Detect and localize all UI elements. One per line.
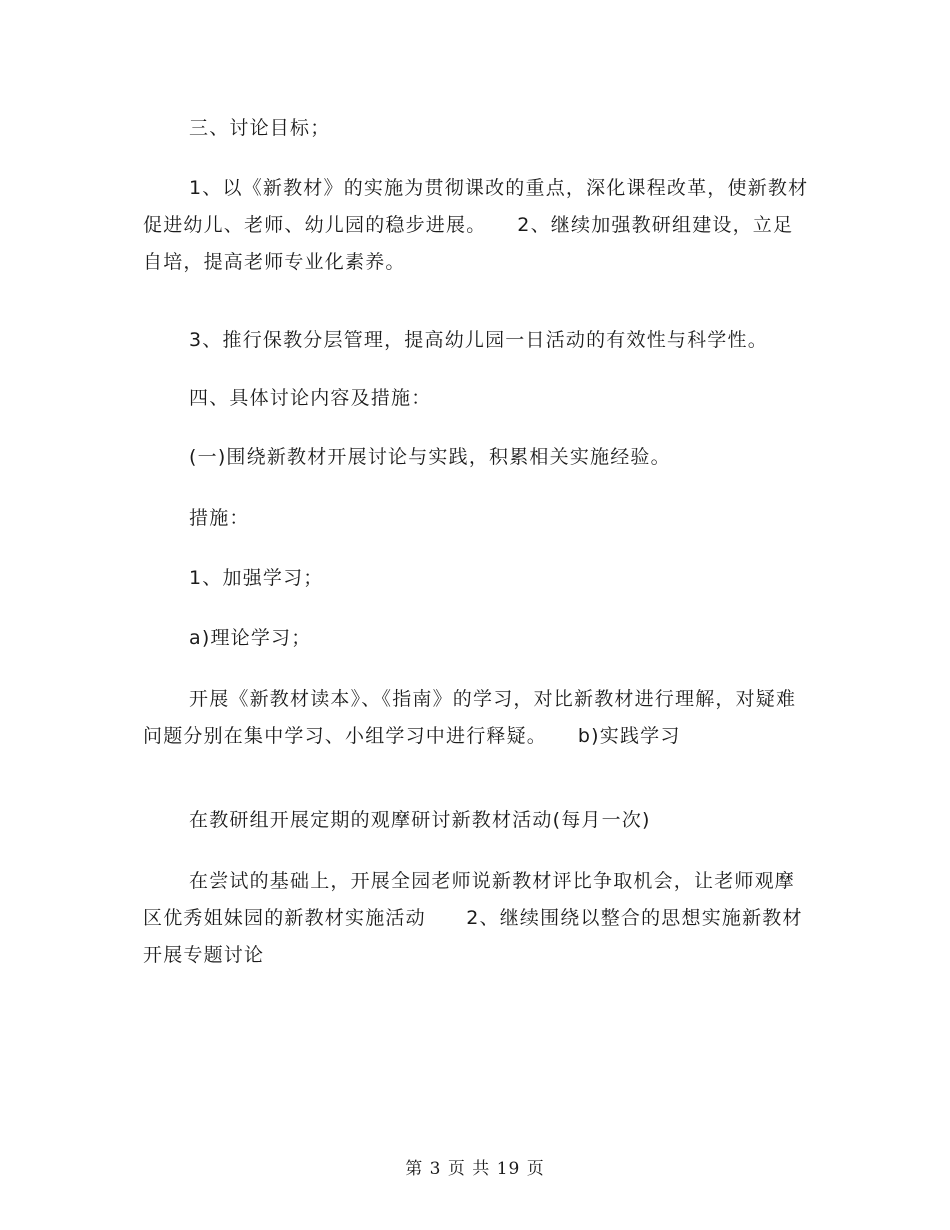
page-number-footer: 第 3 页 共 19 页 xyxy=(405,1159,545,1179)
goals-text: 1、以《新教材》的实施为贯彻课改的重点，深化课程改革，使新教材促进幼儿、老师、幼儿园的稳步进展。 2、继续加强教研组建设，立足自培，提高老师专业化素养。 xyxy=(143,177,809,273)
theory-paragraph xyxy=(143,681,809,755)
step-1-label: 1、加强学习； xyxy=(189,567,324,589)
practice-paragraph: 在教研组开展定期的观摩研讨新教材活动(每月一次) xyxy=(189,809,651,831)
step-a-label: a)理论学习； xyxy=(189,627,312,649)
goal-3-paragraph: 3、推行保教分层管理，提高幼儿园一日活动的有效性与科学性。 xyxy=(189,329,768,351)
trial-text: 在尝试的基础上，开展全园老师说新教材评比争取机会，让老师观摩区优秀姐妹园的新教材实施活动 2、继续围绕以整合的思想实施新教材开展专题讨论 xyxy=(143,870,803,966)
item-one-heading: (一)围绕新教材开展讨论与实践，积累相关实施经验。 xyxy=(189,446,671,468)
section-heading-goals: 三、讨论目标； xyxy=(189,117,331,139)
measures-label: 措施： xyxy=(189,507,250,529)
section-heading-content: 四、具体讨论内容及措施： xyxy=(189,387,432,409)
theory-text: 开展《新教材读本》、《指南》的学习，对比新教材进行理解，对疑难问题分别在集中学习、小组学习中进行释疑。 b)实践学习 xyxy=(143,688,797,747)
goals-paragraph xyxy=(143,170,809,281)
trial-paragraph xyxy=(143,863,809,974)
